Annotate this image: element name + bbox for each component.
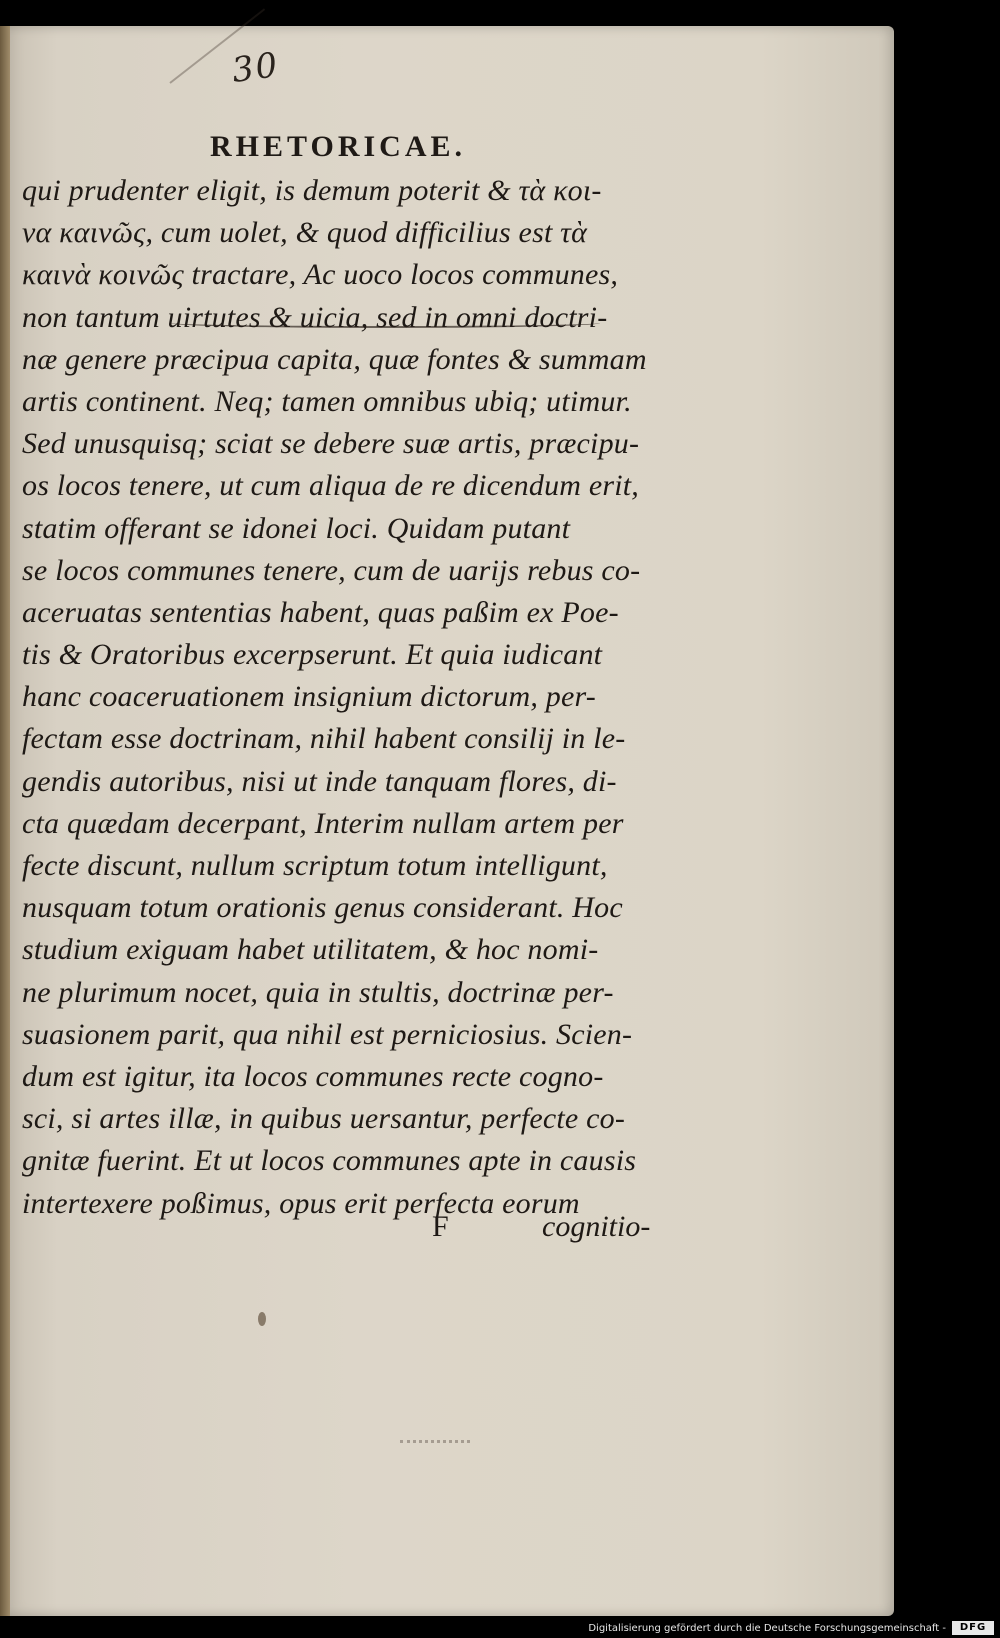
text-line: nusquam totum orationis genus considerant. Hoc (22, 891, 623, 925)
text-line: Sed unusquisq; sciat se debere suæ artis, præcipu- (22, 427, 640, 461)
text-line: sci, si artes illæ, in quibus uersantur, perfecte co- (22, 1102, 626, 1136)
text-line: καινὰ κοινῶς tractare, Ac uoco locos communes, (22, 258, 619, 292)
text-line: gendis autoribus, nisi ut inde tanquam flores, di- (22, 764, 617, 798)
catchword: cognitio- (542, 1210, 651, 1243)
footer-bar (0, 1616, 1000, 1638)
folio-number: 30 (229, 44, 282, 92)
text-line: suasionem parit, qua nihil est perniciosius. Scien- (22, 1017, 633, 1051)
text-line: να καινῶς, cum uolet, & quod difficilius est τὰ (22, 216, 588, 250)
text-line: ne plurimum nocet, quia in stultis, doctrinæ per- (22, 975, 614, 1009)
text-line: os locos tenere, ut cum aliqua de re dicendum erit, (22, 469, 640, 503)
text-line: dum est igitur, ita locos communes recte cogno- (22, 1059, 604, 1093)
handwritten-underline (170, 318, 600, 328)
running-head: RHETORICAE. (210, 130, 466, 163)
text-line: cta quædam decerpant, Interim nullam artem per (22, 806, 624, 840)
page-foot (22, 1210, 702, 1252)
text-line: hanc coaceruationem insignium dictorum, per- (22, 680, 596, 714)
text-line: non tantum uirtutes & uicia, sed in omni doctri- (22, 300, 608, 334)
book-gutter (0, 26, 10, 1616)
text-line: studium exiguam habet utilitatem, & hoc nomi- (22, 933, 599, 967)
text-line: artis continent. Neq; tamen omnibus ubiq; utimur. (22, 384, 632, 418)
text-line: tis & Oratoribus excerpserunt. Et quia iudicant (22, 638, 603, 672)
text-line: fecte discunt, nullum scriptum totum intelligunt, (22, 849, 608, 882)
bleed-through-marks (400, 1440, 470, 1447)
text-line: se locos communes tenere, cum de uarijs rebus co- (22, 553, 641, 587)
text-block (22, 170, 702, 1225)
funding-credit: Digitalisierung gefördert durch die Deutsche Forschungsgemeinschaft - (588, 1623, 946, 1634)
ink-stain (258, 1312, 266, 1326)
text-line: intertexere poßimus, opus erit perfecta eorum (22, 1186, 580, 1220)
text-line: aceruatas sententias habent, quas paßim ex Poe- (22, 595, 619, 629)
text-line: fectam esse doctrinam, nihil habent consilij in le- (22, 722, 626, 756)
text-line: næ genere præcipua capita, quæ fontes & summam (22, 342, 647, 376)
signature-mark: F (432, 1210, 449, 1243)
dfg-logo: DFG (952, 1621, 994, 1635)
text-line: qui prudenter eligit, is demum poterit & τὰ κοι- (22, 174, 602, 207)
text-line: gnitæ fuerint. Et ut locos communes apte in causis (22, 1144, 637, 1178)
text-line: statim offerant se idonei loci. Quidam putant (22, 511, 571, 545)
